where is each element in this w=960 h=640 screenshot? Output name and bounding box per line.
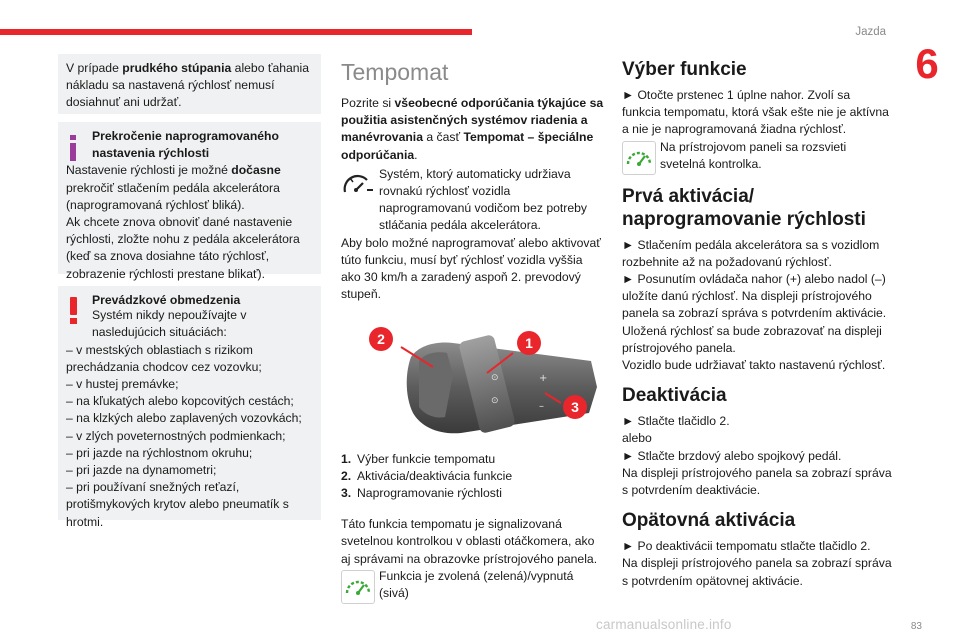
instruction-line: alebo [622, 431, 652, 446]
info-title: Prekročenie naprogramovaného nastavenia rýchlosti [92, 129, 279, 161]
list-item: – na klzkých alebo zaplavených vozovkách; [66, 411, 302, 426]
system-desc-row [341, 166, 605, 235]
warning-title: Prevádzkové obmedzenia [92, 293, 241, 307]
speedometer-indicator-icon [622, 141, 656, 175]
callout-2 [369, 327, 393, 351]
instruction-line: Na displeji prístrojového panela sa zobrazí správa s potvrdením opätovnej aktivácie. [622, 556, 892, 588]
svg-text:–: – [539, 401, 544, 413]
cruise-control-icon [341, 168, 375, 202]
svg-text:3: 3 [571, 399, 579, 416]
info-p2: Ak chcete znova obnoviť dané nastavenie rýchlosti, zložte nohu z pedála akcelerátora (keď sa znova dosiahne táto rýchlosť, zobrazenie rýchlosti prestane blikať). [66, 215, 300, 281]
instruction-line: ► Posunutím ovládača nahor (+) alebo nadol (–) uložíte danú rýchlosť. Na displeji prístrojového panela sa zobrazí správa s potvrdením aktivácie. [622, 272, 887, 321]
indicator-row [622, 139, 892, 175]
chapter-number: 6 [915, 40, 939, 87]
list-item: – v zlých poveternostných podmienkach; [66, 428, 286, 443]
heading-select-function: Výber funkcie [622, 59, 747, 80]
tempomat-title: Tempomat [341, 59, 449, 85]
list-item: – v mestských oblastiach s rizikom prechádzania chodcov cez vozovku; [66, 342, 262, 374]
tempomat-column [341, 58, 605, 604]
heading-first-activation: Prvá aktivácia/ naprogramovanie rýchlosti [622, 185, 866, 230]
instruction-line: Vozidlo bude udržiavať takto nastavenú rýchlosť. [622, 358, 886, 373]
control-stalk-illustration [341, 317, 605, 435]
warning-lead: Systém nikdy nepoužívajte v nasledujúcich situáciách: [92, 308, 247, 340]
warning-list [66, 342, 312, 531]
activation-condition: Aby bolo možné naprogramovať alebo aktivovať túto funkciu, musí byť rýchlosť vozidla vyššia ako 30 km/h a zaradený aspoň 2. prevodový stupeň. [341, 235, 601, 302]
stalk-legend [341, 451, 605, 503]
page-number: 83 [910, 621, 922, 632]
system-desc: Systém, ktorý automaticky udržiava rovnakú rýchlosť vozidla naprogramovanú vodičom bez potreby stláčania pedála akcelerátora. [379, 166, 587, 233]
speedometer-indicator-icon [341, 570, 375, 604]
svg-text:⊙: ⊙ [491, 396, 499, 407]
callout-1 [517, 331, 541, 355]
signal-text: Táto funkcia tempomatu je signalizovaná svetelnou kontrolkou v oblasti otáčkomera, ako aj správami na obrazovke prístrojového panela. [341, 517, 598, 566]
svg-text:1: 1 [525, 335, 533, 352]
select-function-text: ► Otočte prstenec 1 úplne nahor. Zvolí sa funkcia tempomatu, ktorá však ešte nie je aktívna a nie je naprogramovaná žiadna rýchlosť. [622, 88, 889, 137]
list-item: – pri jazde na rýchlostnom okruhu; [66, 445, 253, 460]
svg-text:2: 2 [377, 331, 385, 348]
intro-text: V prípade prudkého stúpania alebo ťahania nákladu sa nastavená rýchlosť nemusí dosiahnuť ani udržať. [66, 61, 310, 110]
info-p1: Nastavenie rýchlosti je možné dočasne prekročiť stlačením pedála akcelerátora (naprogramovaná rýchlosť bliká). [66, 163, 281, 212]
instruction-line: ► Po deaktivácii tempomatu stlačte tlačidlo 2. [622, 539, 871, 554]
heading-reactivation: Opätovná aktivácia [622, 510, 796, 532]
instruction-line: Na displeji prístrojového panela sa zobrazí správa s potvrdením deaktivácie. [622, 465, 892, 498]
info-box [58, 122, 321, 281]
indicator-text: Na prístrojovom paneli sa rozsvieti svetelná kontrolka. [660, 139, 847, 171]
legend-item: 1. Výber funkcie tempomatu [341, 451, 496, 466]
info-icon [67, 135, 79, 161]
watermark: carmanualsonline.info [596, 617, 732, 632]
list-item: – na kľukatých alebo kopcovitých cestách; [66, 394, 294, 409]
section-header: Jazda [855, 26, 886, 38]
tempomat-intro: Pozrite si všeobecné odporúčania týkajúce sa použitia asistenčných systémov riadenia a manévrovania a časť Tempomat – špeciálne odporúčania. [341, 96, 604, 162]
state-row [341, 568, 605, 604]
instruction-line: ► Stlačte brzdový alebo spojkový pedál. [622, 448, 842, 463]
instruction-line: Uložená rýchlosť sa bude zobrazovať na displeji prístrojového panela. [622, 323, 882, 355]
warning-box [58, 286, 321, 529]
callout-3 [563, 395, 587, 419]
svg-text:⊙: ⊙ [491, 373, 499, 384]
legend-item: 2. Aktivácia/deaktivácia funkcie [341, 468, 513, 483]
list-item: – pri jazde na dynamometri; [66, 463, 217, 478]
instruction-line: ► Stlačením pedála akcelerátora sa s vozidlom rozbehnite až na požadovanú rýchlosť. [622, 237, 880, 269]
warning-icon [67, 297, 79, 325]
instructions-column [622, 58, 892, 590]
intro-box [58, 54, 321, 114]
heading-deactivation: Deaktivácia [622, 385, 727, 407]
list-item: – pri používaní snežných reťazí, protišmykových krytov alebo pneumatík s hrotmi. [66, 480, 289, 529]
svg-text:+: + [539, 373, 548, 385]
instruction-line: ► Stlačte tlačidlo 2. [622, 414, 730, 429]
legend-item: 3. Naprogramovanie rýchlosti [341, 486, 502, 501]
top-accent-bar [0, 29, 472, 35]
list-item: – v hustej premávke; [66, 377, 179, 392]
state-text: Funkcia je zvolená (zelená)/vypnutá (sivá) [379, 568, 574, 601]
